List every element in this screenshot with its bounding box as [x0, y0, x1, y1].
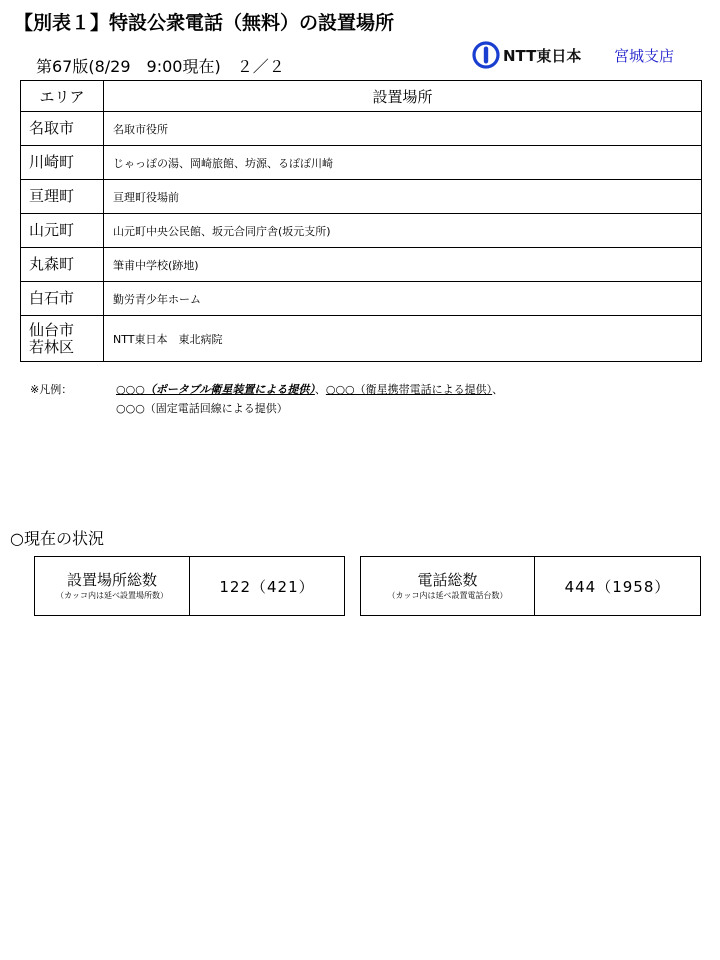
locations-sublabel: （カッコ内は延べ設置場所数）: [56, 591, 168, 600]
locations-label-cell: [35, 557, 190, 615]
phones-label: 電話総数: [417, 571, 478, 589]
page-title: 【別表１】特設公衆電話（無料）の設置場所: [14, 12, 395, 34]
locations-value: 122（421）: [219, 577, 315, 596]
header-area: エリア: [21, 81, 104, 112]
table-row: [21, 112, 702, 146]
area-cell: 川崎町: [21, 146, 104, 180]
phones-summary-box: [360, 556, 701, 616]
installation-table: [20, 80, 702, 362]
legend-satellite: ○○○（衛星携帯電話による提供）: [325, 383, 493, 396]
table-row: [21, 316, 702, 362]
area-cell: 名取市: [21, 112, 104, 146]
place-cell: 筆甫中学校(跡地): [104, 248, 702, 282]
branch-name: 宮城支店: [614, 47, 675, 65]
table-row: [21, 282, 702, 316]
legend-separator: 、: [314, 383, 326, 396]
legend-separator: 、: [492, 383, 504, 396]
legend-label: ※凡例：: [30, 383, 73, 396]
header-place: 設置場所: [104, 81, 702, 112]
table-row: [21, 214, 702, 248]
version-info: 第67版(8/29 9:00現在) ２／２: [36, 57, 285, 76]
area-cell: 白石市: [21, 282, 104, 316]
place-cell: 亘理町役場前: [104, 180, 702, 214]
phones-label-cell: [361, 557, 535, 615]
area-line-2: 若林区: [29, 337, 75, 356]
status-heading: ○現在の状況: [10, 529, 104, 548]
phones-sublabel: （カッコ内は延べ設置電話台数）: [387, 591, 508, 600]
table-row: [21, 248, 702, 282]
area-cell: 山元町: [21, 214, 104, 248]
place-cell: 名取市役所: [104, 112, 702, 146]
table-row: [21, 146, 702, 180]
table-header-row: [21, 81, 702, 112]
ntt-logo-icon: [472, 41, 500, 69]
place-cell: 山元町中央公民館、坂元合同庁舎(坂元支所): [104, 214, 702, 248]
table-row: [21, 180, 702, 214]
area-cell: [21, 316, 104, 362]
place-cell: 勤労青少年ホーム: [104, 282, 702, 316]
logo-text: NTT東日本: [503, 46, 582, 65]
phones-value: 444（1958）: [564, 577, 671, 596]
legend-line-1: [116, 381, 503, 397]
place-cell: NTT東日本 東北病院: [104, 316, 702, 362]
ntt-logo: [472, 40, 581, 70]
area-cell: 丸森町: [21, 248, 104, 282]
locations-label: 設置場所総数: [66, 571, 157, 589]
area-cell: 亘理町: [21, 180, 104, 214]
area-line-1: 仙台市: [29, 320, 75, 339]
legend-fixed: ○○○（固定電話回線による提供）: [116, 402, 288, 415]
legend-portable: ○○○（ポータブル衛星装置による提供）: [116, 383, 315, 396]
place-cell: じゃっぽの湯、岡崎旅館、坊源、るぽぽ川崎: [104, 146, 702, 180]
locations-summary-box: [34, 556, 345, 616]
